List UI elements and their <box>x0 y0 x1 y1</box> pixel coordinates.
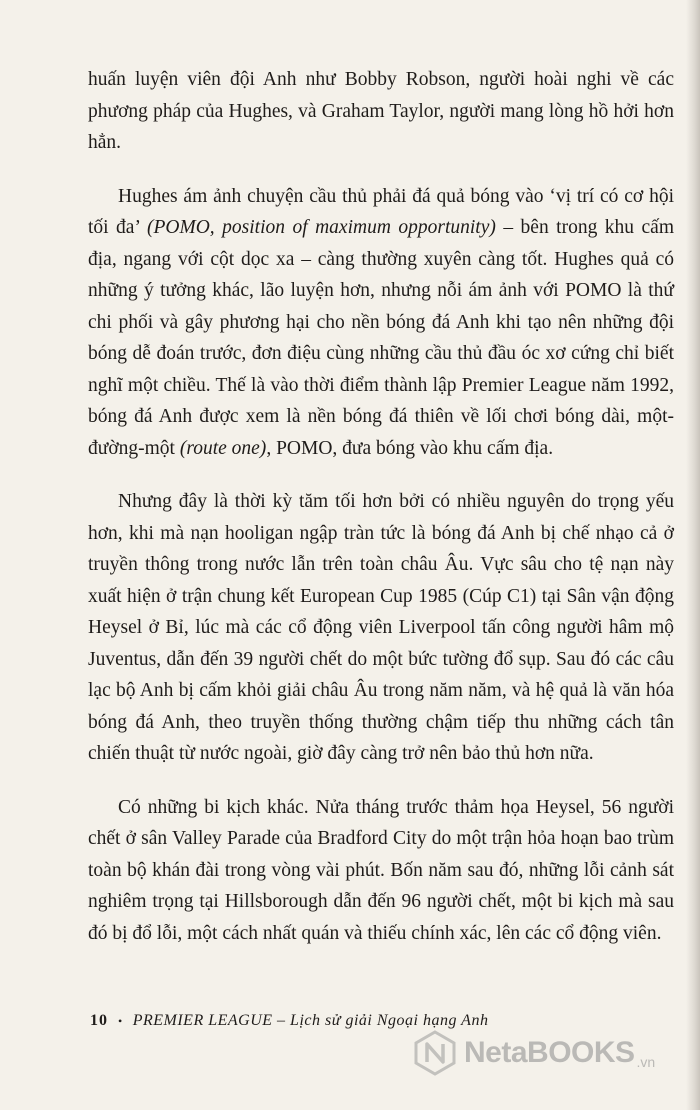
paragraph-3: Nhưng đây là thời kỳ tăm tối hơn bởi có nhiều nguyên do trọng yếu hơn, khi mà nạn hooligan ngập tràn tức là bóng đá Anh bị chế nhạo cả ở truyền thông trong nước lẫn trên toàn châu Âu. Vực sâu cho tệ nạn này xuất hiện ở trận chung kết European Cup 1985 (Cúp C1) tại Sân vận động Heysel ở Bỉ, lúc mà các cổ động viên Liverpool tấn công người hâm mộ Juventus, dẫn đến 39 người chết do một bức tường đổ sụp. Sau đó các câu lạc bộ Anh bị cấm khỏi giải châu Âu trong năm năm, và hệ quả là văn hóa bóng đá Anh, theo truyền thống thường chậm tiếp thu những cách tân chiến thuật từ nước ngoài, giờ đây càng trở nên bảo thủ hơn nữa. <box>88 491 674 764</box>
paragraph-2-part-1: Hughes ám ảnh chuyện cầu thủ phải đá quả bóng vào ‘vị trí có cơ hội tối đa’ <box>88 185 674 238</box>
page-edge-shadow <box>686 0 700 1110</box>
running-title: PREMIER LEAGUE – Lịch sử giải Ngoại hạng Anh <box>132 1012 489 1029</box>
pomo-definition: (POMO, position of maximum opportunity) <box>146 217 496 238</box>
paragraph-2-part-3: , POMO, đưa bóng vào khu cấm địa. <box>266 437 554 459</box>
page-number: 10 <box>90 1012 108 1029</box>
netabooks-logo-icon <box>412 1030 458 1076</box>
watermark-text: NetaBOOKS <box>464 1036 635 1069</box>
paragraph-1: huấn luyện viên đội Anh như Bobby Robson, người hoài nghi về các phương pháp của Hughes, và Graham Taylor, người mang lòng hồ hởi hơn hẳn. <box>88 69 674 153</box>
page-footer <box>90 1012 488 1030</box>
paragraph-2-part-2: – bên trong khu cấm địa, ngang với cột dọc xa – càng thường xuyên càng tốt. Hughes quả có những ý tưởng khác, lão luyện hơn, nhưng nỗi ám ảnh với POMO là thứ chi phối và gây phương hại cho nền bóng đá Anh khi tạo nên những đội bóng dễ đoán trước, đơn điệu cùng những cầu thủ đầu óc xơ cứng chỉ biết nghĩ một chiều. Thế là vào thời điểm thành lập Premier League năm 1992, bóng đá Anh được xem là nền bóng đá thiên về lối chơi bóng dài, một-đường-một <box>88 217 675 459</box>
publisher-watermark <box>412 1030 655 1076</box>
paragraph-2 <box>88 181 674 465</box>
footer-separator: • <box>118 1014 123 1028</box>
route-one-term: (route one) <box>179 437 267 459</box>
paragraph-4: Có những bi kịch khác. Nửa tháng trước thảm họa Heysel, 56 người chết ở sân Valley Parade của Bradford City do một trận hỏa hoạn bao trùm toàn bộ khán đài trong vòng vài phút. Bốn năm sau đó, những lỗi cảnh sát nghiêm trọng tại Hillsborough dẫn đến 96 người chết, một bi kịch mà sau đó bị đổ lỗi, một cách nhất quán và thiếu chính xác, lên các cổ động viên. <box>88 796 674 944</box>
watermark-suffix: .vn <box>636 1054 656 1070</box>
body-text <box>88 64 674 971</box>
